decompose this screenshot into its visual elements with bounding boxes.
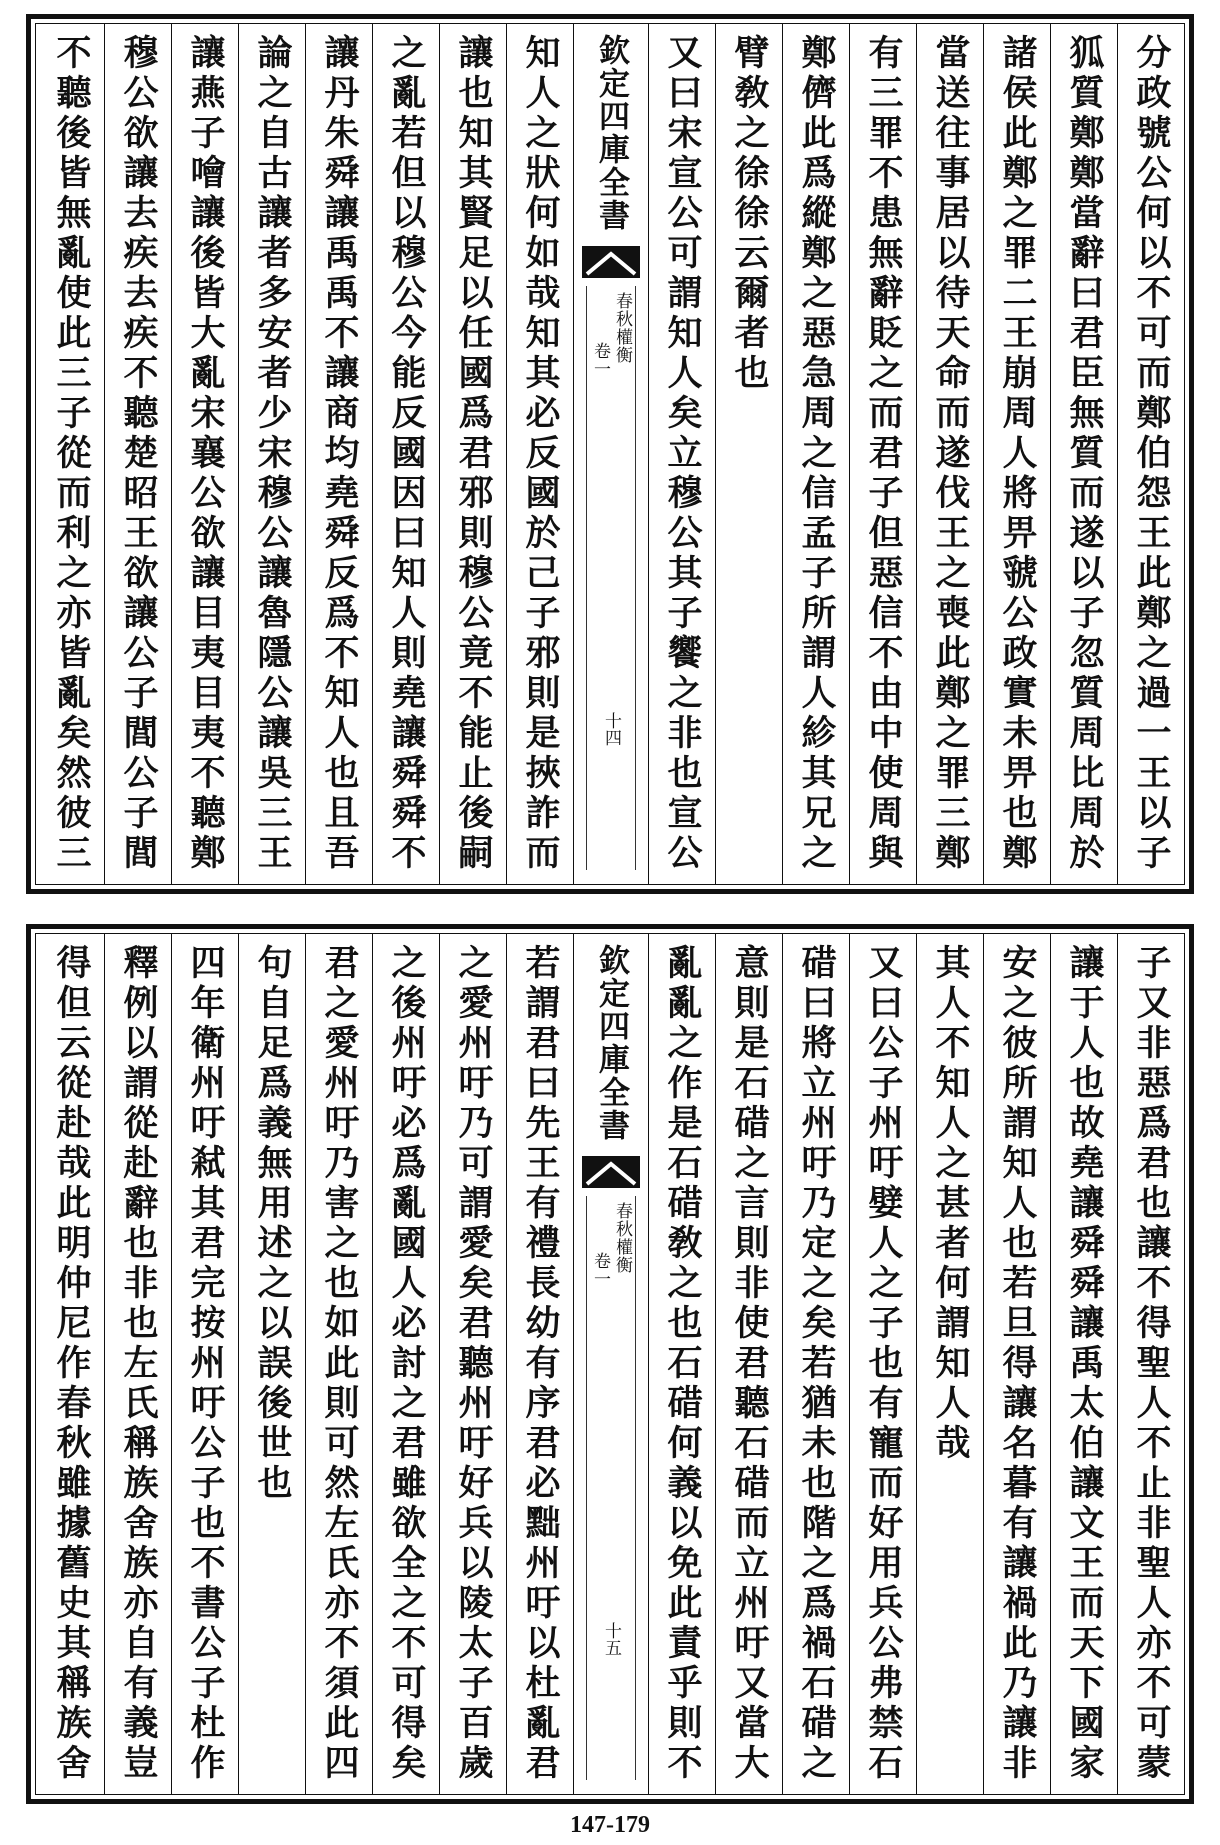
text-column: 穆公欲讓去疾去疾不聽楚昭王欲讓公子閭公子閭 (104, 24, 171, 884)
text-column: 狐質鄭鄭當辭曰君臣無質而遂以子忽質周比周於 (1050, 24, 1117, 884)
text-column: 分政號公何以不可而鄭伯怨王此鄭之過一王以子 (1117, 24, 1184, 884)
text-column: 句自足爲義無用述之以誤後世也 (238, 934, 305, 1794)
volume-label: 卷一 (590, 342, 610, 378)
text-column: 得但云從赴哉此明仲尼作春秋雖據舊史其稱族舍 (51, 944, 92, 1784)
text-column: 不聽後皆無亂使此三子從而利之亦皆亂矣然彼三 (51, 34, 92, 874)
column-grid (35, 23, 1185, 885)
text-column: 意則是石碏之言則非使君聽石碏而立州吁又當大 (715, 934, 782, 1794)
fold-column (573, 934, 648, 1794)
fold-rule (635, 1196, 636, 1780)
fold-rule (586, 286, 587, 870)
text-column: 若謂君曰先王有禮長幼有序君必黜州吁以杜亂君 (506, 934, 573, 1794)
volume-label: 卷一 (590, 1252, 610, 1288)
text-column: 亂亂之作是石碏敎之也石碏何義以免此責乎則不 (648, 934, 715, 1794)
fold-column (573, 24, 648, 884)
text-column: 君之愛州吁乃害之也如此則可然左氏亦不須此四 (305, 934, 372, 1794)
fishtail-mark-icon (582, 246, 640, 280)
text-column: 釋例以謂從赴辭也非也左氏稱族舍族亦自有義豈 (104, 934, 171, 1794)
text-column: 其人不知人之甚者何謂知人哉 (916, 934, 983, 1794)
page-reference: 147-179 (570, 1812, 650, 1838)
page-panel-bottom (26, 924, 1194, 1804)
collection-title: 欽定四庫全書 (593, 944, 629, 1142)
text-column: 鄭儕此爲縱鄭之惡急周之信孟子所謂人紾其兄之 (782, 24, 849, 884)
text-column: 當送往事居以待天命而遂伐王之喪此鄭之罪三鄭 (916, 24, 983, 884)
text-column: 碏曰將立州吁乃定之矣若猶未也階之爲禍石碏之 (782, 934, 849, 1794)
text-column: 臂敎之徐徐云爾者也 (715, 24, 782, 884)
text-column: 讓于人也故堯讓舜舜讓禹太伯讓文王而天下國家 (1050, 934, 1117, 1794)
text-column: 讓也知其賢足以任國爲君邪則穆公竟不能止後嗣 (439, 24, 506, 884)
collection-title: 欽定四庫全書 (593, 34, 629, 232)
text-column: 之後州吁必爲亂國人必討之君雖欲全之不可得矣 (372, 934, 439, 1794)
column-grid (35, 933, 1185, 1795)
text-column: 之愛州吁乃可謂愛矣君聽州吁好兵以陵太子百歲 (439, 934, 506, 1794)
text-column: 論之自古讓者多安者少宋穆公讓魯隱公讓吳三王 (238, 24, 305, 884)
fishtail-mark-icon (582, 1156, 640, 1190)
text-column: 讓燕子噲讓後皆大亂宋襄公欲讓目夷目夷不聽鄭 (171, 24, 238, 884)
leaf-number: 十五 (601, 1622, 621, 1656)
text-column: 安之彼所謂知人也若旦得讓名暮有讓禍此乃讓非 (983, 934, 1050, 1794)
text-column: 之亂若但以穆公今能反國因曰知人則堯讓舜舜不 (372, 24, 439, 884)
book-title: 春秋權衡 (612, 1202, 632, 1274)
page-panel-top (26, 14, 1194, 894)
text-column: 子又非惡爲君也讓不得聖人不止非聖人亦不可蒙 (1117, 934, 1184, 1794)
fold-rule (635, 286, 636, 870)
text-column: 又曰公子州吁嬖人之子也有寵而好用兵公弗禁石 (849, 934, 916, 1794)
text-column: 知人之狀何如哉知其必反國於己子邪則是挾詐而 (506, 24, 573, 884)
leaf-number: 十四 (601, 712, 621, 746)
text-column: 諸侯此鄭之罪二王崩周人將畀虢公政實未畀也鄭 (983, 24, 1050, 884)
text-column: 又曰宋宣公可謂知人矣立穆公其子饗之非也宣公 (648, 24, 715, 884)
fold-rule (586, 1196, 587, 1780)
text-column: 讓丹朱舜讓禹禹不讓商均堯舜反爲不知人也且吾 (305, 24, 372, 884)
text-column: 四年衛州吁弒其君完按州吁公子也不書公子杜作 (171, 934, 238, 1794)
text-column: 有三罪不患無辭貶之而君子但惡信不由中使周與 (849, 24, 916, 884)
book-title: 春秋權衡 (612, 292, 632, 364)
